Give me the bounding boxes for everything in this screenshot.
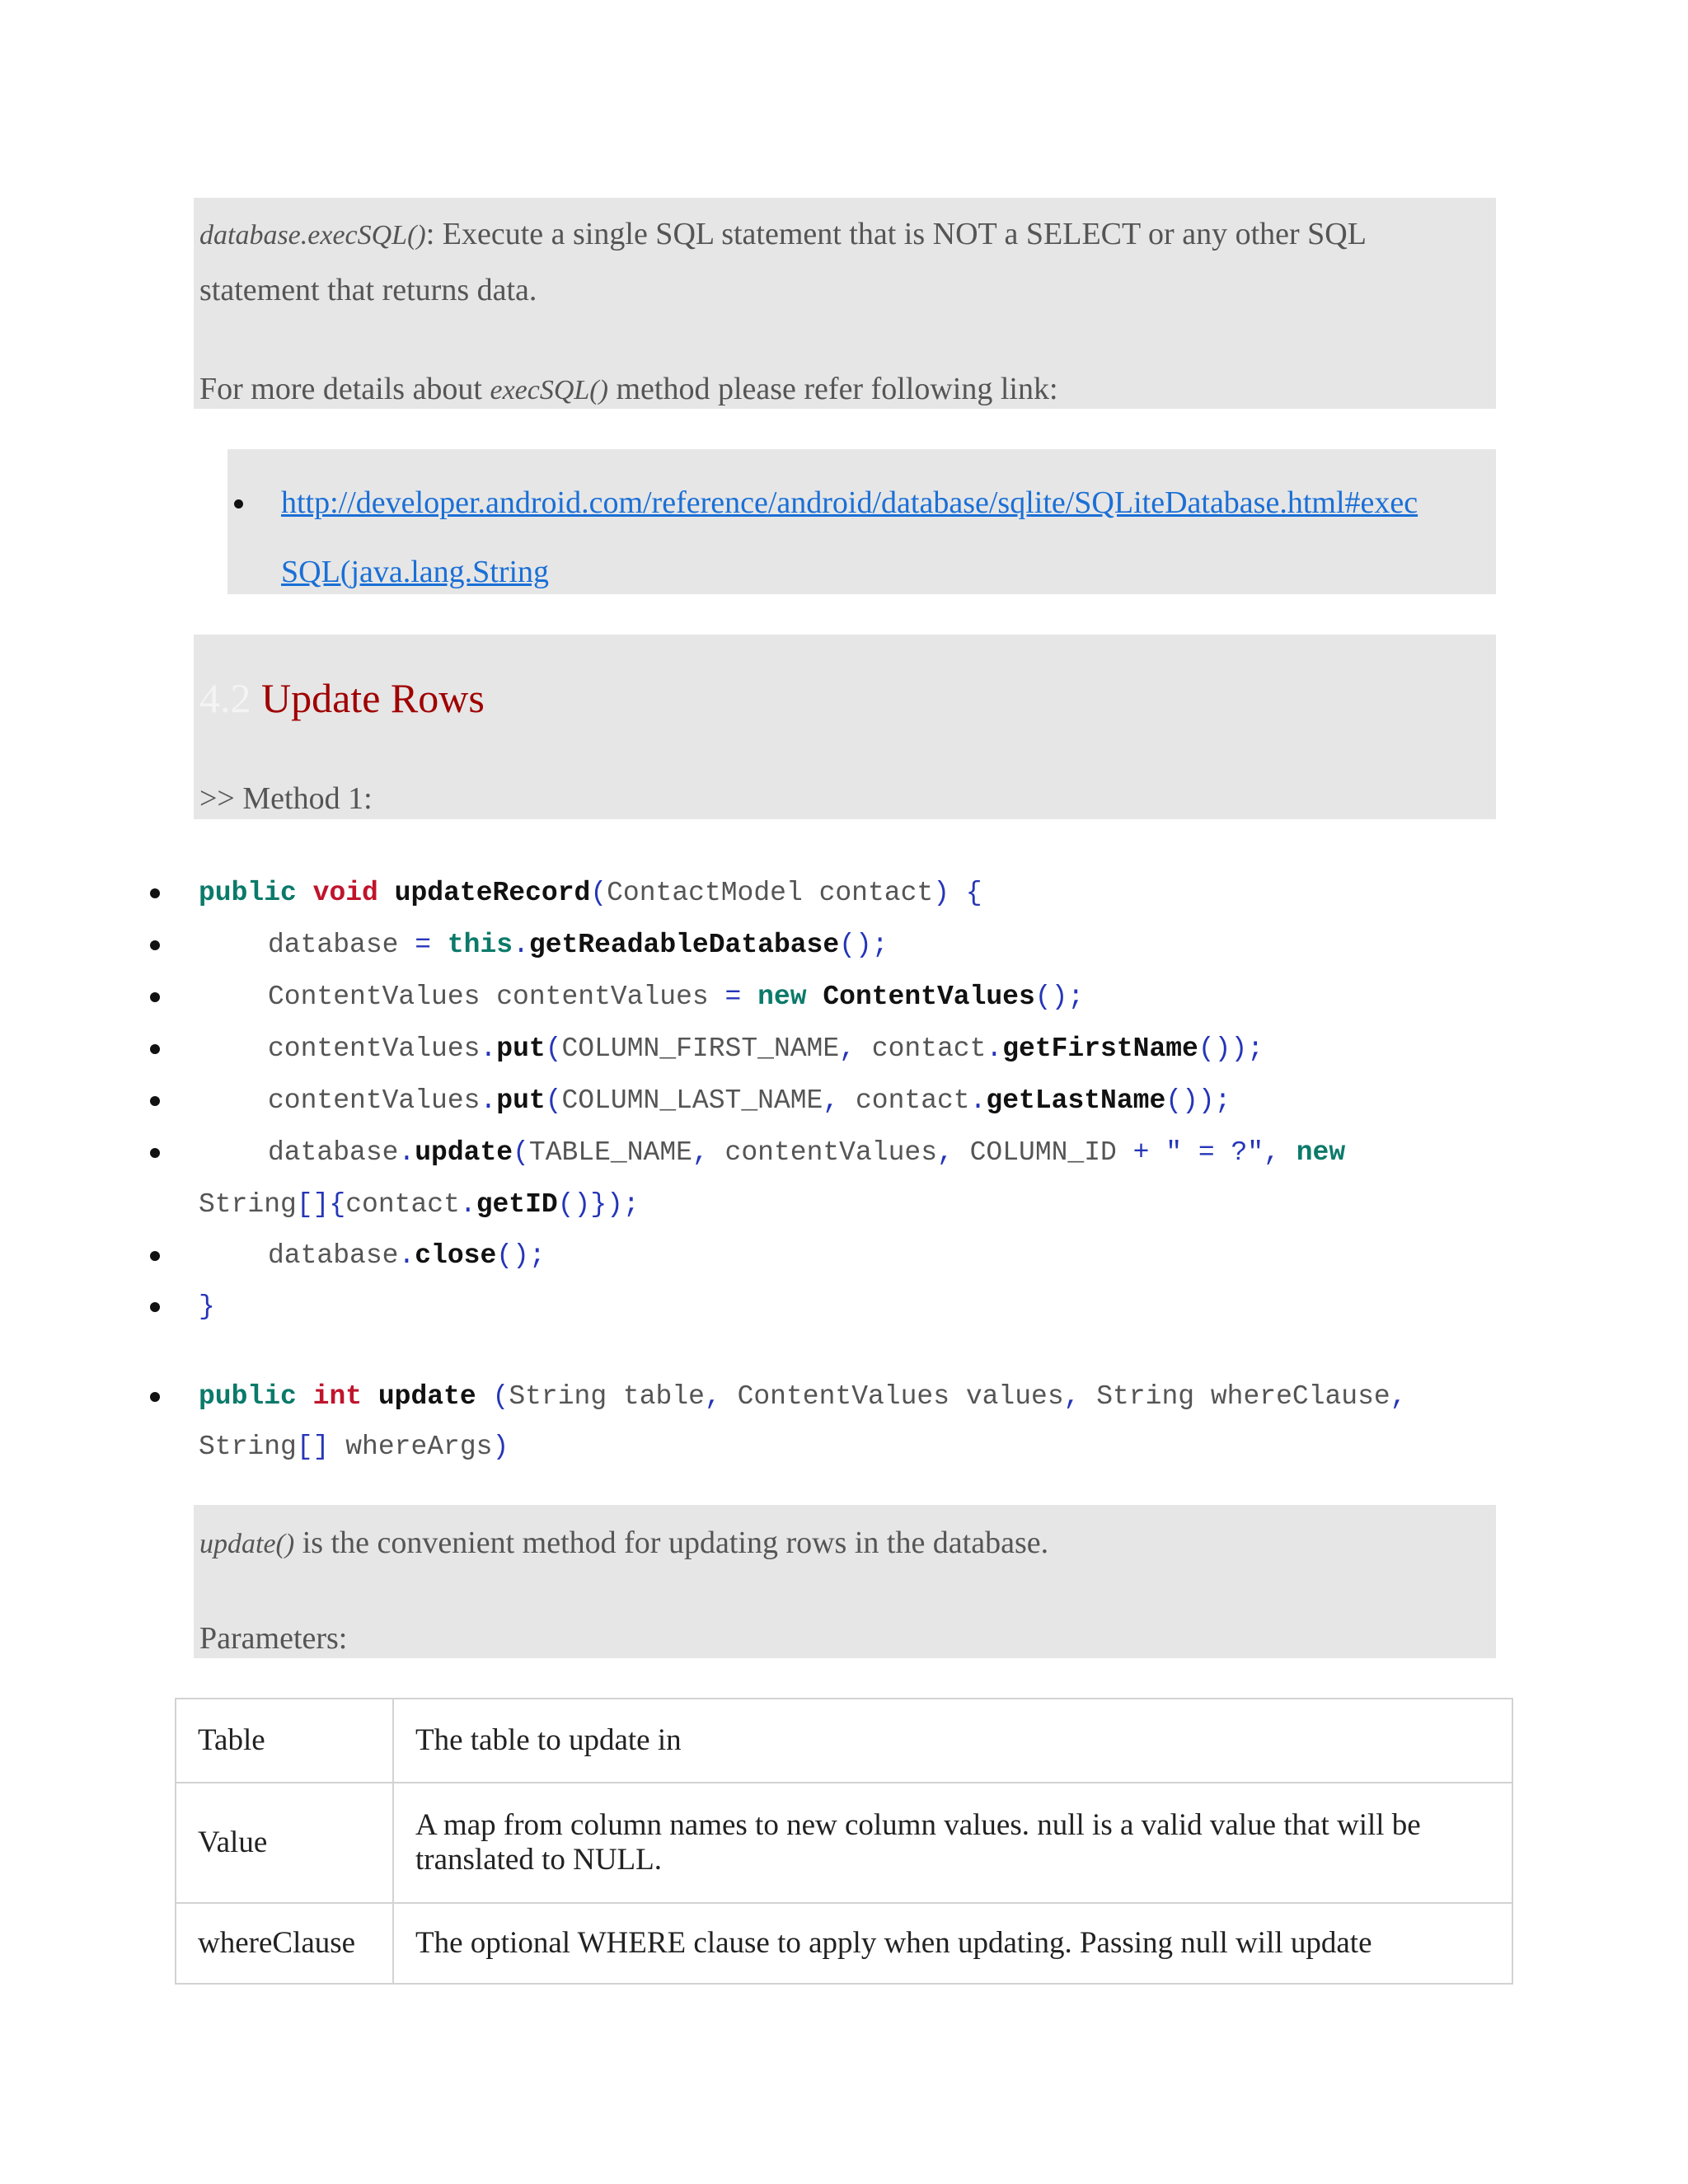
table-row (176, 1903, 1512, 1984)
update-description (199, 1525, 1048, 1561)
section-number: 4.2 (199, 675, 251, 721)
more-prefix: For more details about (199, 372, 490, 406)
code-line-2: database = this.getReadableDatabase(); (268, 930, 889, 960)
section-header-block (194, 635, 1496, 819)
code-bullet (150, 1148, 160, 1158)
section-heading (199, 674, 485, 722)
execsql-method-name: database.execSQL() (199, 220, 426, 251)
code-line-6: database.update(TABLE_NAME, contentValues, COLUMN_ID + " = ?", new (268, 1137, 1346, 1168)
execsql-more-details (199, 371, 1058, 407)
code-bullet (150, 1096, 160, 1106)
param-name: Value (176, 1783, 393, 1903)
code-line-4: contentValues.put(COLUMN_FIRST_NAME, contact.getFirstName()); (268, 1033, 1264, 1064)
code-bullet (150, 940, 160, 950)
code-line-1: public void updateRecord(ContactModel contact) { (199, 878, 982, 908)
execsql-description-line1 (199, 216, 1367, 252)
param-name: whereClause (176, 1903, 393, 1984)
code-bullet (150, 888, 160, 898)
param-name: Table (176, 1699, 393, 1783)
code-bullet (150, 1251, 160, 1261)
param-description: The table to update in (393, 1699, 1512, 1783)
parameters-table (175, 1698, 1513, 1985)
code-bullet (150, 1302, 160, 1312)
update-description-text: is the convenient method for updating rows in the database. (294, 1526, 1049, 1560)
method-label: >> Method 1: (199, 781, 373, 816)
execsql-description-text: : Execute a single SQL statement that is NOT a SELECT or any other SQL (425, 217, 1367, 251)
param-description: A map from column names to new column values. null is a valid value that will be translated to NULL. (393, 1783, 1512, 1903)
parameters-label: Parameters: (199, 1621, 348, 1656)
code-line-5: contentValues.put(COLUMN_LAST_NAME, contact.getLastName()); (268, 1085, 1231, 1116)
link-bullet (234, 499, 243, 509)
sqlite-reference-link-line2[interactable]: SQL(java.lang.String (281, 555, 550, 589)
update-method-name: update() (199, 1529, 295, 1559)
more-suffix: method please refer following link: (607, 372, 1058, 406)
code-line-8: database.close(); (268, 1240, 546, 1271)
code-bullet (150, 1044, 160, 1054)
execsql-description-line2: statement that returns data. (199, 273, 537, 307)
update-signature-line-1: public int update (String table, ContentValues values, String whereClause, (199, 1381, 1407, 1412)
code-bullet (150, 992, 160, 1002)
table-row (176, 1699, 1512, 1783)
section-title: Update Rows (261, 675, 485, 721)
code-bullet (150, 1392, 160, 1402)
table-row (176, 1783, 1512, 1903)
update-signature-line-2: String[] whereArgs) (199, 1432, 509, 1462)
code-line-7: String[]{contact.getID()}); (199, 1189, 640, 1220)
sqlite-reference-link-line1[interactable]: http://developer.android.com/reference/android/database/sqlite/SQLiteDatabase.html#exec (281, 485, 1418, 520)
code-line-3: ContentValues contentValues = new ContentValues(); (268, 982, 1085, 1012)
code-line-9: } (199, 1291, 215, 1322)
param-description: The optional WHERE clause to apply when updating. Passing null will update (393, 1903, 1512, 1984)
more-method: execSQL() (490, 375, 608, 405)
